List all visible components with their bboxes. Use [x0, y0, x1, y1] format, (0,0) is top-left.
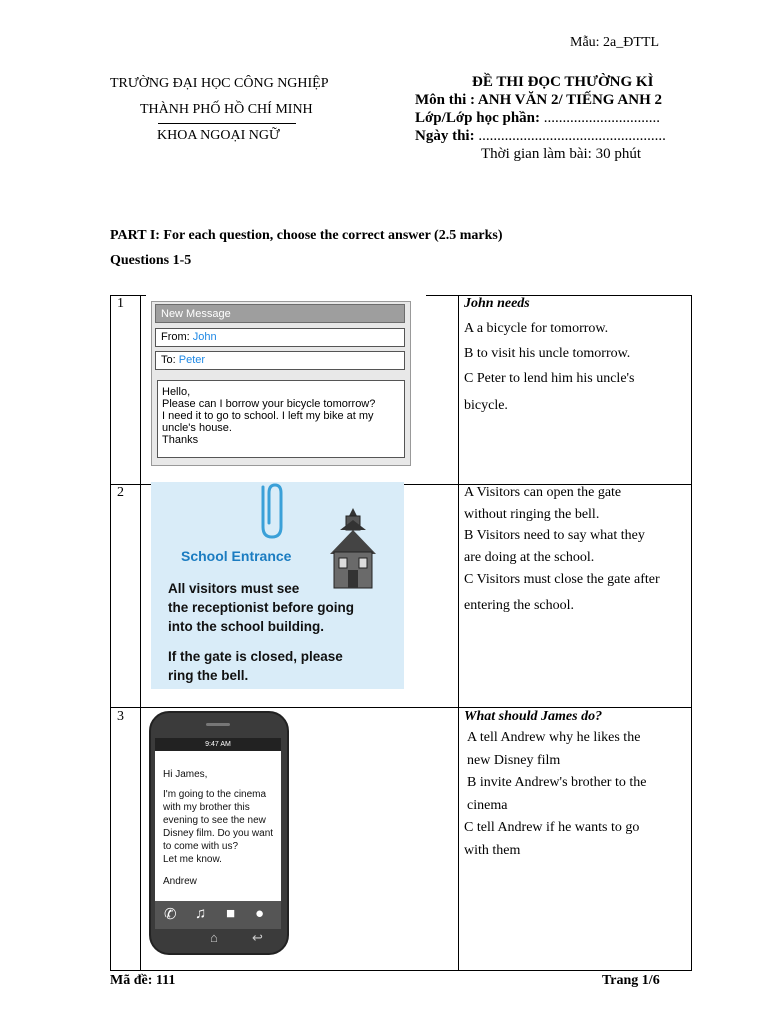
page-number: Trang 1/6 — [602, 973, 660, 988]
q1-message-body — [157, 380, 405, 458]
class-line — [415, 110, 660, 127]
q1-body-line: Hello, — [162, 386, 191, 398]
exam-title: ĐỀ THI ĐỌC THƯỜNG KÌ — [472, 74, 654, 90]
class-dots: ............................... — [540, 110, 660, 126]
q1-message-titlebar: New Message — [155, 304, 405, 323]
q1-from-field — [155, 328, 405, 347]
globe-icon: ● — [255, 905, 265, 922]
q1-option-c: C Peter to lend him his uncle's — [464, 371, 635, 386]
q3-option-a-cont: new Disney film — [467, 753, 561, 768]
table-row-divider-2 — [111, 707, 691, 708]
q3-option-b: B invite Andrew's brother to the — [467, 775, 647, 790]
q1-option-c-cont: bicycle. — [464, 398, 508, 413]
q2-option-b: B Visitors need to say what they — [464, 528, 645, 543]
q3-status-bar: 9:47 AM — [155, 738, 281, 751]
q1-body-line: uncle's house. — [162, 422, 232, 434]
header-divider — [158, 123, 296, 124]
q3-option-c: C tell Andrew if he wants to go — [464, 820, 640, 835]
class-label: Lớp/Lớp học phần: — [415, 110, 540, 126]
q2-notice-title: School Entrance — [181, 548, 292, 564]
q1-option-a: A a bicycle for tomorrow. — [464, 321, 609, 336]
q1-body-line: I need it to go to school. I left my bike at my — [162, 410, 374, 422]
q3-prompt: What should James do? — [464, 709, 603, 724]
q2-notice-paragraph-1 — [168, 579, 354, 636]
q3-option-b-cont: cinema — [467, 798, 508, 813]
q3-sms-line: to come with us? — [163, 841, 239, 852]
form-code: Mẫu: 2a_ĐTTL — [570, 35, 660, 50]
q3-sms-line: evening to see the new — [163, 815, 266, 826]
bag-icon: ■ — [226, 905, 236, 922]
q1-prompt: John needs — [464, 296, 530, 311]
q2-notice-paragraph-2 — [168, 647, 343, 685]
music-note-icon: ♫ — [195, 905, 207, 922]
back-icon: ↩ — [252, 930, 263, 945]
q2-notice-line: ring the bell. — [168, 668, 249, 683]
table-col-divider-1 — [140, 296, 141, 970]
q2-notice-line: the receptionist before going — [168, 600, 355, 615]
q1-to-label: To: — [161, 354, 176, 366]
exam-subject: Môn thi : ANH VĂN 2/ TIẾNG ANH 2 — [415, 92, 662, 108]
date-dots: .................................................. — [474, 128, 666, 144]
q3-sms-line: with my brother this — [163, 802, 250, 813]
home-icon: ⌂ — [210, 930, 218, 945]
q2-option-a-cont: without ringing the bell. — [464, 507, 600, 522]
q2-option-c-cont: entering the school. — [464, 598, 575, 613]
q1-from-label: From: — [161, 331, 190, 343]
q3-sms-signature: Andrew — [163, 876, 197, 887]
q3-option-a: A tell Andrew why he likes the — [467, 730, 641, 745]
q2-option-a: A Visitors can open the gate — [464, 485, 622, 500]
q1-body-line: Thanks — [162, 434, 199, 446]
q3-option-c-cont: with them — [464, 843, 521, 858]
q1-body-line: Please can I borrow your bicycle tomorrow? — [162, 398, 376, 410]
date-line — [415, 128, 666, 145]
q3-sms-line: Let me know. — [163, 854, 222, 865]
q1-from-value: John — [192, 331, 217, 343]
q1-to-field — [155, 351, 405, 370]
exam-duration: Thời gian làm bài: 30 phút — [481, 146, 641, 162]
school-name-line2: THÀNH PHỐ HỒ CHÍ MINH — [140, 102, 313, 117]
question-number-1: 1 — [117, 296, 124, 311]
phone-call-icon: ✆ — [164, 906, 177, 923]
q3-sms-line: Disney film. Do you want — [163, 828, 274, 839]
q1-to-value: Peter — [178, 354, 206, 366]
school-name-line1: TRƯỜNG ĐẠI HỌC CÔNG NGHIỆP — [110, 76, 329, 91]
question-number-3: 3 — [117, 709, 124, 724]
q2-notice-line: into the school building. — [168, 619, 324, 634]
date-label: Ngày thi: — [415, 128, 475, 144]
q3-sms-greeting: Hi James, — [163, 769, 208, 780]
q3-sms-line: I'm going to the cinema — [163, 789, 267, 800]
paperclip-icon — [253, 483, 289, 541]
question-number-2: 2 — [117, 485, 124, 500]
table-col-divider-2 — [458, 296, 459, 970]
faculty-name: KHOA NGOẠI NGỮ — [157, 128, 280, 143]
part-title: PART I: For each question, choose the correct answer (2.5 marks) — [110, 228, 503, 243]
q1-option-b: B to visit his uncle tomorrow. — [464, 346, 631, 361]
questions-range: Questions 1-5 — [110, 253, 192, 268]
q3-sms-body — [163, 788, 273, 866]
phone-speaker — [206, 723, 230, 726]
exam-code: Mã đề: 111 — [110, 973, 176, 988]
q2-option-b-cont: are doing at the school. — [464, 550, 595, 565]
q2-notice-line: All visitors must see — [168, 581, 300, 596]
q2-option-c: C Visitors must close the gate after — [464, 572, 660, 587]
q2-notice-line: If the gate is closed, please — [168, 649, 343, 664]
